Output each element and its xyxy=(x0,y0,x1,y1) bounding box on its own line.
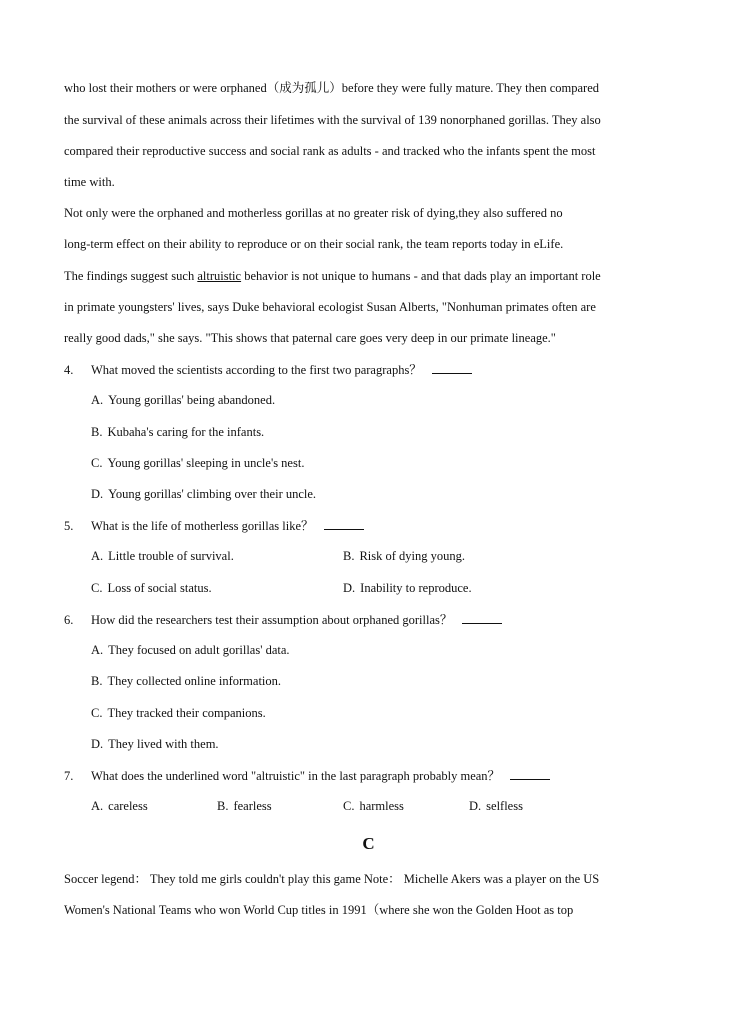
answer-blank xyxy=(510,767,550,780)
option-7c xyxy=(343,798,404,814)
option-4b xyxy=(91,424,264,440)
question-number: 4. xyxy=(64,363,74,377)
question-5-text xyxy=(91,517,364,534)
option-7a xyxy=(91,798,148,814)
passage-line: long-term effect on their ability to reproduce or on their social rank, the team reports today in eLife. xyxy=(64,237,564,251)
option-text: Inability to reproduce. xyxy=(360,581,472,595)
option-4d xyxy=(91,486,316,502)
option-text: They lived with them. xyxy=(108,737,219,751)
option-letter: B. xyxy=(343,549,355,563)
question-6-text xyxy=(91,611,502,628)
option-letter: A. xyxy=(91,549,104,563)
option-text: Young gorillas' sleeping in uncle's nest. xyxy=(107,456,305,470)
option-5b xyxy=(343,548,465,564)
question-4-text xyxy=(91,361,472,378)
option-6c xyxy=(91,705,266,721)
underlined-word-altruistic: altruistic xyxy=(197,269,242,283)
option-text: They collected online information. xyxy=(107,674,282,688)
option-letter: A. xyxy=(91,799,104,813)
question-stem: How did the researchers test their assumption about orphaned gorillas？ xyxy=(91,613,453,627)
option-text: selfless xyxy=(486,799,523,813)
passage-line: the survival of these animals across their lifetimes with the survival of 139 nonorphaned gorillas. They also xyxy=(64,113,601,127)
option-text: Risk of dying young. xyxy=(359,549,466,563)
option-letter: D. xyxy=(469,799,482,813)
question-number: 5. xyxy=(64,519,74,533)
option-text: Loss of social status. xyxy=(107,581,212,595)
section-c-line: Soccer legend： They told me girls couldn't play this game Note： Michelle Akers was a player on the US xyxy=(64,872,600,886)
answer-blank xyxy=(324,517,364,530)
answer-blank xyxy=(462,611,502,624)
question-number: 6. xyxy=(64,613,74,627)
option-letter: D. xyxy=(91,487,104,501)
option-letter: B. xyxy=(91,425,103,439)
option-text: Little trouble of survival. xyxy=(108,549,234,563)
option-letter: C. xyxy=(91,456,103,470)
option-5c xyxy=(91,580,212,596)
option-6a xyxy=(91,642,290,658)
passage-line: who lost their mothers or were orphaned（成为孤儿）before they were fully mature. They then compared xyxy=(64,81,600,95)
option-letter: B. xyxy=(91,674,103,688)
option-6b xyxy=(91,673,281,689)
option-text: fearless xyxy=(233,799,272,813)
option-text: They tracked their companions. xyxy=(107,706,266,720)
question-stem: What is the life of motherless gorillas like？ xyxy=(91,519,314,533)
option-text: Young gorillas' climbing over their uncle. xyxy=(108,487,317,501)
passage-text: The findings suggest such xyxy=(64,269,198,283)
option-text: Kubaha's caring for the infants. xyxy=(107,425,265,439)
section-heading: C xyxy=(362,834,375,853)
option-text: Young gorillas' being abandoned. xyxy=(108,393,276,407)
option-letter: B. xyxy=(217,799,229,813)
option-5a xyxy=(91,548,234,564)
passage-line xyxy=(64,268,601,284)
option-letter: A. xyxy=(91,643,104,657)
option-letter: D. xyxy=(343,581,356,595)
passage-line: compared their reproductive success and social rank as adults - and tracked who the infants spent the most xyxy=(64,144,596,158)
option-4c xyxy=(91,455,304,471)
passage-text: behavior is not unique to humans - and that dads play an important role xyxy=(241,269,601,283)
option-letter: A. xyxy=(91,393,104,407)
option-letter: C. xyxy=(91,706,103,720)
option-6d xyxy=(91,736,219,752)
option-5d xyxy=(343,580,472,596)
passage-line: Not only were the orphaned and motherless gorillas at no greater risk of dying,they also suffered no xyxy=(64,206,563,220)
option-4a xyxy=(91,392,275,408)
option-7b xyxy=(217,798,272,814)
option-letter: C. xyxy=(343,799,355,813)
answer-blank xyxy=(432,361,472,374)
question-7-text xyxy=(91,767,550,784)
passage-line: really good dads," she says. "This shows that paternal care goes very deep in our primate lineage." xyxy=(64,331,556,345)
question-stem: What moved the scientists according to the first two paragraphs？ xyxy=(91,363,422,377)
passage-line: in primate youngsters' lives, says Duke behavioral ecologist Susan Alberts, "Nonhuman primates often are xyxy=(64,300,596,314)
option-letter: D. xyxy=(91,737,104,751)
question-number: 7. xyxy=(64,769,74,783)
question-stem: What does the underlined word "altruistic" in the last paragraph probably mean？ xyxy=(91,769,501,783)
option-letter: C. xyxy=(91,581,103,595)
section-c-line: Women's National Teams who won World Cup titles in 1991（where she won the Golden Hoot as top xyxy=(64,903,574,917)
option-text: careless xyxy=(108,799,148,813)
passage-line: time with. xyxy=(64,175,115,189)
option-text: harmless xyxy=(359,799,404,813)
option-7d xyxy=(469,798,523,814)
option-text: They focused on adult gorillas' data. xyxy=(108,643,290,657)
